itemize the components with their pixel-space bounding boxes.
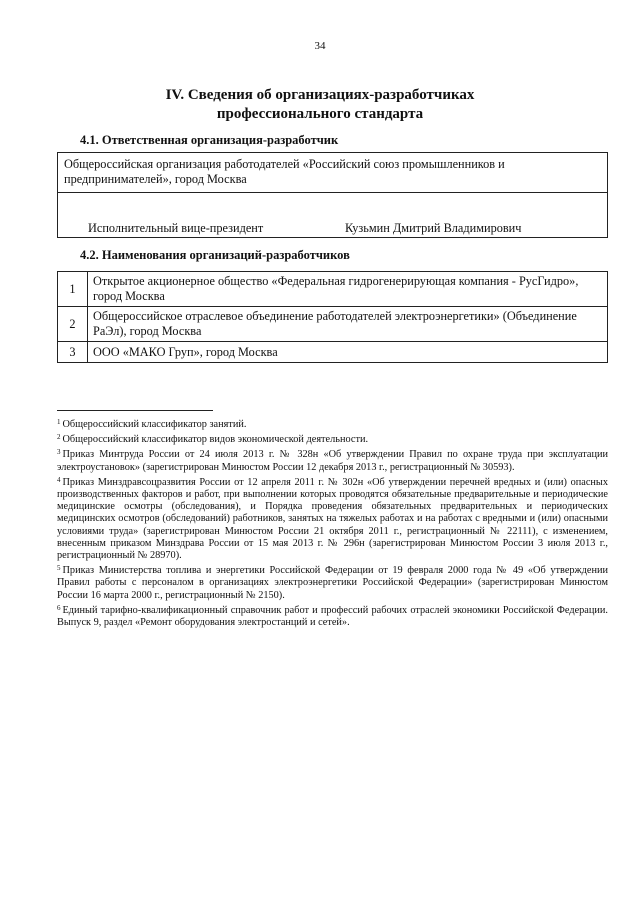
responsible-person: Кузьмин Дмитрий Владимирович <box>345 221 522 235</box>
table-row <box>58 342 608 363</box>
footnote-text: Общероссийский классификатор занятий. <box>62 419 247 430</box>
footnote-text: Единый тарифно-квалификационный справочник работ и профессий рабочих отраслей экономики Российской Федерации. Выпуск 9, раздел «Ремонт оборудования электростанций и сетей». <box>57 604 608 629</box>
developer-orgs-heading: 4.2. Наименования организаций-разработчиков <box>80 248 350 262</box>
table-row <box>58 307 608 342</box>
row-number: 3 <box>58 342 88 363</box>
footnote-mark: 1 <box>57 418 61 426</box>
footnote <box>57 416 608 431</box>
table-row <box>58 272 608 307</box>
footnotes <box>57 416 608 629</box>
row-number: 1 <box>58 272 88 307</box>
developer-orgs-table <box>57 271 608 363</box>
footnote-mark: 2 <box>57 433 61 442</box>
footnote-mark: 3 <box>57 448 61 457</box>
footnote <box>57 562 608 602</box>
footnote <box>57 431 608 446</box>
footnote-text: Приказ Минздравсоцразвития России от 12 апреля 2011 г. № 302н «Об утверждении перечней вредных и (или) опасных производственных факторов и работ, при выполнении которых проводятся обязательные предварительные и периодические медицинские осмотры (обследования), и Порядка проведения обязательных предварительных и периодических медицинских осмотров (обследований) работников, занятых на тяжелых работах и на работах с вредными и (или) опасными условиями труда» (зарегистрирован Минюстом России 21 октября 2011 г., регистрационный № 22111), с изменением, внесенным приказом Минздрава России от 15 мая 2013 г. № 296н (зарегистрирован Минюстом России 3 июля 2013 г., регистрационный № 28970). <box>57 476 608 562</box>
footnote <box>57 446 608 473</box>
footnote-text: Приказ Министерства топлива и энергетики Российской Федерации от 19 февраля 2000 года № 49 «Об утверждении Правил работы с персоналом в организациях электроэнергетики Российской Федерации» (зарегистрирован Минюстом России 16 марта 2000 г., регистрационный № 2150). <box>57 565 608 601</box>
footnote-mark: 6 <box>57 603 61 612</box>
responsible-org-name: Общероссийская организация работодателей «Российский союз промышленников и предпринимателей», город Москва <box>64 157 505 186</box>
org-name: Открытое акционерное общество «Федеральная гидрогенерирующая компания - РусГидро», город Москва <box>88 272 608 307</box>
footnote-mark: 4 <box>57 475 61 484</box>
footnote-text: Общероссийский классификатор видов экономической деятельности. <box>62 434 369 446</box>
responsible-org-heading: 4.1. Ответственная организация-разработчик <box>80 133 339 147</box>
section-title-line-1: IV. Сведения об организациях-разработчиках <box>165 87 475 103</box>
responsible-org-row <box>58 153 607 193</box>
page-number: 34 <box>314 40 326 52</box>
responsible-org-table <box>57 152 608 238</box>
section-title <box>0 86 640 124</box>
section-title-line-2: профессионального стандарта <box>216 106 424 122</box>
footnote-mark: 5 <box>57 564 61 573</box>
footnote <box>57 602 608 629</box>
row-number: 2 <box>58 307 88 342</box>
footnote-text: Приказ Минтруда России от 24 июля 2013 г. № 328н «Об утверждении Правил по охране труда при эксплуатации электроустановок» (зарегистрирован Минюстом России 12 декабря 2013 г., регистрационный № 30593). <box>57 449 608 473</box>
org-name: Общероссийское отраслевое объединение работодателей электроэнергетики» (Объединение РаЭл), город Москва <box>88 307 608 342</box>
responsible-position: Исполнительный вице-президент <box>88 221 264 235</box>
org-name: ООО «МАКО Груп», город Москва <box>88 342 608 363</box>
footnote <box>57 474 608 562</box>
footnote-separator <box>57 410 213 411</box>
